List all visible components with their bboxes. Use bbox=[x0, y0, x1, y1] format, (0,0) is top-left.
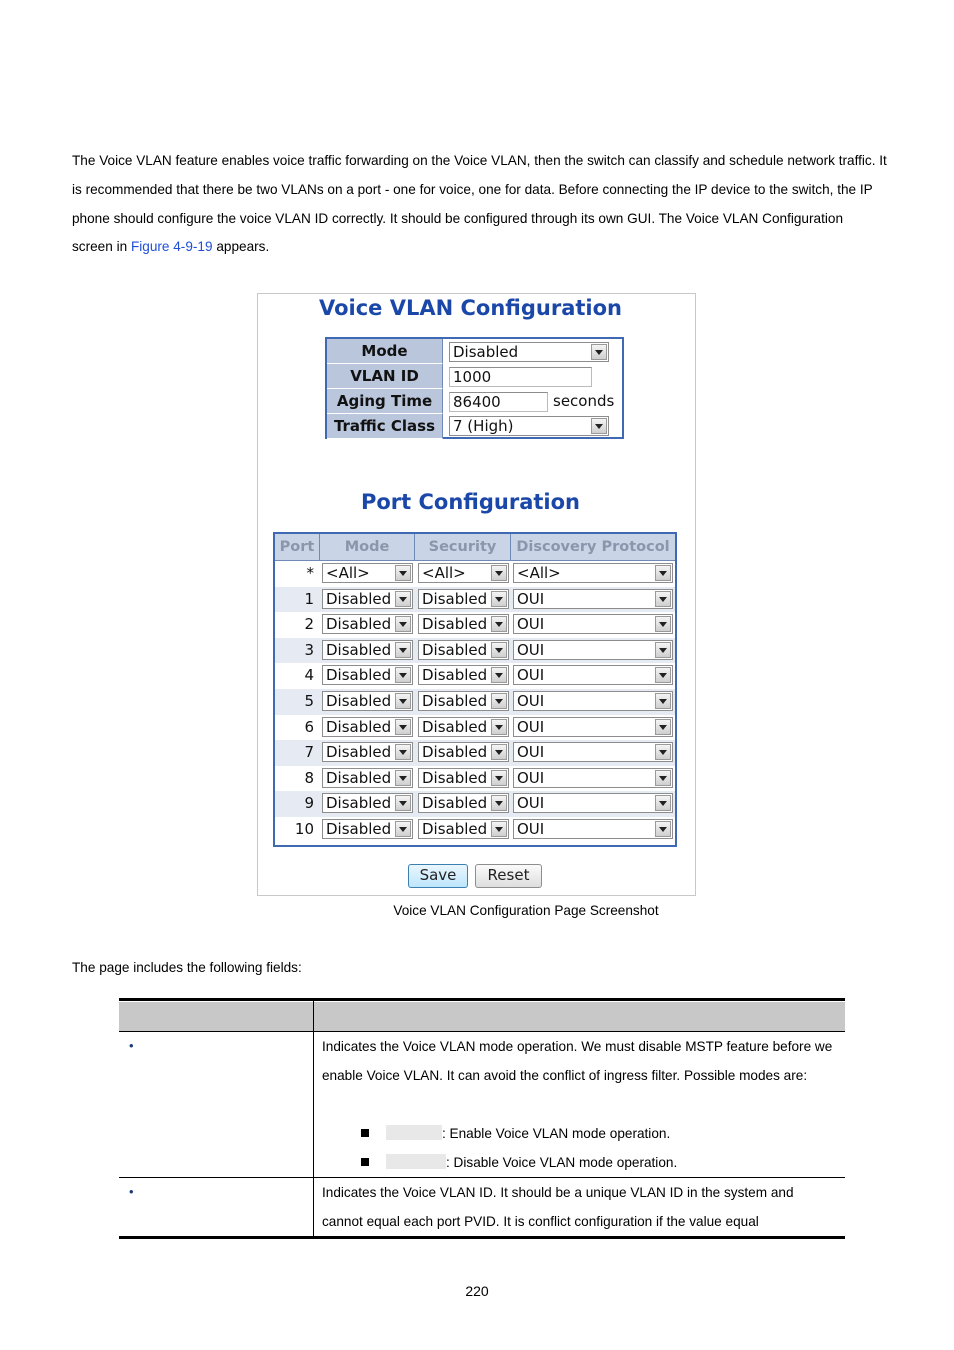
chevron-down-icon bbox=[395, 719, 411, 735]
port-mode-select[interactable] bbox=[322, 640, 413, 660]
table-row bbox=[275, 817, 675, 843]
chevron-down-icon bbox=[491, 591, 507, 607]
chevron-down-icon bbox=[491, 565, 507, 581]
port-number: 7 bbox=[304, 743, 314, 762]
port-mode-select[interactable] bbox=[322, 819, 413, 839]
port-security-select[interactable] bbox=[418, 793, 509, 813]
table-row bbox=[275, 740, 675, 766]
port-mode-select[interactable] bbox=[322, 563, 413, 583]
voice-vlan-table bbox=[325, 337, 624, 439]
port-security-select[interactable] bbox=[418, 691, 509, 711]
port-discovery-select[interactable] bbox=[513, 819, 673, 839]
intro-text: The Voice VLAN feature enables voice traffic forwarding on the Voice VLAN, then the switch can classify and schedule network traffic. It is recommended that there be two VLANs on a port - one for voice, one for data. Before connecting the IP device to the switch, the IP phone should configure the voice VLAN ID correctly. It should be configured through its own GUI. The Voice VLAN Configuration screen in bbox=[72, 153, 887, 255]
chevron-down-icon bbox=[655, 667, 671, 683]
table-bottom-rule bbox=[119, 1236, 845, 1239]
table-row bbox=[275, 766, 675, 792]
port-number: 1 bbox=[304, 589, 314, 608]
mode-label: Mode bbox=[327, 339, 443, 364]
port-mode-select-value: Disabled bbox=[326, 615, 392, 634]
voice-vlan-title: Voice VLAN Configuration bbox=[319, 296, 622, 320]
port-security-select[interactable] bbox=[418, 563, 509, 583]
port-discovery-select-value: OUI bbox=[517, 794, 545, 813]
chevron-down-icon bbox=[395, 616, 411, 632]
port-mode-select[interactable] bbox=[322, 717, 413, 737]
port-security-select-value: Disabled bbox=[422, 794, 488, 813]
chevron-down-icon bbox=[655, 565, 671, 581]
table-row bbox=[275, 689, 675, 715]
table-row bbox=[275, 638, 675, 664]
port-mode-select-value: Disabled bbox=[326, 589, 392, 608]
port-security-select[interactable] bbox=[418, 819, 509, 839]
port-discovery-select-value: OUI bbox=[517, 589, 545, 608]
port-security-select-value: Disabled bbox=[422, 589, 488, 608]
vlan-id-description: Indicates the Voice VLAN ID. It should be a unique VLAN ID in the system and cannot equal each port PVID. It is conflict configuration if the value equal bbox=[322, 1185, 794, 1229]
port-security-select[interactable] bbox=[418, 768, 509, 788]
port-mode-select-value: Disabled bbox=[326, 768, 392, 787]
aging-time-unit: seconds bbox=[553, 392, 615, 410]
port-config-table bbox=[273, 532, 677, 847]
port-mode-select[interactable] bbox=[322, 589, 413, 609]
port-discovery-select-value: OUI bbox=[517, 666, 545, 685]
chevron-down-icon bbox=[395, 565, 411, 581]
port-security-select-value: <All> bbox=[422, 564, 466, 582]
chevron-down-icon bbox=[491, 821, 507, 837]
aging-time-label: Aging Time bbox=[327, 389, 443, 414]
port-mode-select-value: <All> bbox=[326, 564, 370, 582]
save-button[interactable]: Save bbox=[408, 864, 468, 888]
screenshot-frame bbox=[257, 293, 696, 896]
bullet-icon: • bbox=[129, 1038, 134, 1053]
square-bullet-icon bbox=[361, 1158, 369, 1166]
mode-select[interactable] bbox=[449, 342, 609, 362]
port-discovery-select[interactable] bbox=[513, 589, 673, 609]
chevron-down-icon bbox=[591, 344, 607, 360]
mode-select-value: Disabled bbox=[453, 343, 519, 361]
traffic-class-label: Traffic Class bbox=[327, 414, 443, 439]
port-security-select[interactable] bbox=[418, 717, 509, 737]
chevron-down-icon bbox=[491, 744, 507, 760]
port-discovery-select[interactable] bbox=[513, 563, 673, 583]
port-number: 4 bbox=[304, 666, 314, 685]
chevron-down-icon bbox=[395, 591, 411, 607]
port-mode-select-value: Disabled bbox=[326, 794, 392, 813]
port-discovery-select-value: OUI bbox=[517, 640, 545, 659]
port-discovery-select-value: <All> bbox=[517, 564, 561, 582]
port-number: 3 bbox=[304, 640, 314, 659]
port-discovery-select[interactable] bbox=[513, 614, 673, 634]
header-discovery-protocol: Discovery Protocol bbox=[516, 539, 670, 555]
port-security-select-value: Disabled bbox=[422, 666, 488, 685]
chevron-down-icon bbox=[655, 616, 671, 632]
figure-link[interactable]: Figure 4-9-19 bbox=[130, 239, 213, 255]
port-discovery-select[interactable] bbox=[513, 691, 673, 711]
port-discovery-select[interactable] bbox=[513, 793, 673, 813]
port-number: 2 bbox=[304, 615, 314, 634]
port-security-select-value: Disabled bbox=[422, 615, 488, 634]
aging-time-input[interactable]: 86400 bbox=[449, 392, 548, 412]
vlan-id-input[interactable]: 1000 bbox=[449, 367, 592, 387]
port-number: 5 bbox=[304, 692, 314, 710]
port-security-select-value: Disabled bbox=[422, 743, 488, 762]
chevron-down-icon bbox=[491, 795, 507, 811]
port-security-select-value: Disabled bbox=[422, 820, 488, 838]
port-number: * bbox=[306, 564, 314, 582]
mode-disabled-text: : Disable Voice VLAN mode operation. bbox=[446, 1155, 678, 1170]
port-discovery-select-value: OUI bbox=[517, 743, 545, 762]
chevron-down-icon bbox=[655, 821, 671, 837]
bullet-icon: • bbox=[129, 1184, 134, 1199]
port-mode-select-value: Disabled bbox=[326, 692, 392, 710]
chevron-down-icon bbox=[491, 770, 507, 786]
port-security-select-value: Disabled bbox=[422, 717, 488, 736]
port-table-header bbox=[275, 534, 675, 561]
chevron-down-icon bbox=[395, 693, 411, 709]
port-discovery-select-value: OUI bbox=[517, 692, 545, 710]
chevron-down-icon bbox=[395, 795, 411, 811]
table-row bbox=[275, 561, 675, 587]
intro-text-end: appears. bbox=[212, 239, 270, 255]
intro-paragraph bbox=[72, 147, 887, 262]
port-security-select-value: Disabled bbox=[422, 692, 488, 710]
chevron-down-icon bbox=[491, 719, 507, 735]
header-mode: Mode bbox=[320, 534, 415, 560]
port-mode-select[interactable] bbox=[322, 691, 413, 711]
mode-disabled-item bbox=[361, 1148, 677, 1177]
reset-button[interactable]: Reset bbox=[475, 864, 542, 888]
chevron-down-icon bbox=[395, 821, 411, 837]
table-top-rule bbox=[119, 998, 845, 1001]
port-number: 8 bbox=[304, 768, 314, 787]
port-discovery-select[interactable] bbox=[513, 742, 673, 762]
port-security-select[interactable] bbox=[418, 589, 509, 609]
port-mode-select[interactable] bbox=[322, 614, 413, 634]
header-security: Security bbox=[415, 534, 511, 560]
mode-enabled-text: : Enable Voice VLAN mode operation. bbox=[442, 1126, 671, 1141]
port-discovery-select[interactable] bbox=[513, 768, 673, 788]
port-security-select[interactable] bbox=[418, 665, 509, 685]
chevron-down-icon bbox=[591, 418, 607, 434]
port-number: 10 bbox=[294, 820, 314, 838]
chevron-down-icon bbox=[491, 616, 507, 632]
port-number: 6 bbox=[304, 717, 314, 736]
traffic-class-select[interactable] bbox=[449, 416, 609, 436]
port-mode-select[interactable] bbox=[322, 665, 413, 685]
port-security-select[interactable] bbox=[418, 742, 509, 762]
table-row bbox=[275, 663, 675, 689]
port-security-select[interactable] bbox=[418, 614, 509, 634]
page-number: 220 bbox=[465, 1283, 489, 1299]
chevron-down-icon bbox=[395, 642, 411, 658]
chevron-down-icon bbox=[395, 770, 411, 786]
chevron-down-icon bbox=[491, 667, 507, 683]
traffic-class-row bbox=[327, 414, 622, 439]
port-discovery-select-value: OUI bbox=[517, 615, 545, 634]
chevron-down-icon bbox=[655, 693, 671, 709]
redacted-term bbox=[386, 1125, 442, 1140]
chevron-down-icon bbox=[655, 744, 671, 760]
chevron-down-icon bbox=[655, 591, 671, 607]
port-mode-select-value: Disabled bbox=[326, 640, 392, 659]
vlan-id-label: VLAN ID bbox=[327, 364, 443, 389]
chevron-down-icon bbox=[395, 667, 411, 683]
port-discovery-select-value: OUI bbox=[517, 768, 545, 787]
port-security-select[interactable] bbox=[418, 640, 509, 660]
port-mode-select-value: Disabled bbox=[326, 820, 392, 838]
vlan-id-row bbox=[327, 364, 622, 389]
table-row bbox=[275, 715, 675, 741]
table-header-row bbox=[119, 1002, 845, 1031]
chevron-down-icon bbox=[655, 642, 671, 658]
port-security-select-value: Disabled bbox=[422, 768, 488, 787]
traffic-class-value: 7 (High) bbox=[453, 417, 514, 435]
header-port: Port bbox=[275, 534, 320, 560]
mode-enabled-item bbox=[361, 1119, 670, 1148]
mode-row bbox=[327, 339, 622, 364]
port-discovery-select[interactable] bbox=[513, 665, 673, 685]
table-row bbox=[275, 587, 675, 613]
redacted-term bbox=[386, 1154, 446, 1169]
port-number: 9 bbox=[304, 794, 314, 813]
fields-intro: The page includes the following fields: bbox=[72, 960, 302, 975]
port-discovery-select-value: OUI bbox=[517, 717, 545, 736]
chevron-down-icon bbox=[395, 744, 411, 760]
aging-time-row bbox=[327, 389, 622, 414]
chevron-down-icon bbox=[491, 693, 507, 709]
chevron-down-icon bbox=[655, 770, 671, 786]
mode-description: Indicates the Voice VLAN mode operation. We must disable MSTP feature before we enable Voice VLAN. It can avoid the conflict of ingress filter. Possible modes are: bbox=[322, 1039, 833, 1083]
port-mode-select[interactable] bbox=[322, 768, 413, 788]
square-bullet-icon bbox=[361, 1129, 369, 1137]
port-mode-select-value: Disabled bbox=[326, 717, 392, 736]
chevron-down-icon bbox=[491, 642, 507, 658]
figure-caption: Voice VLAN Configuration Page Screenshot bbox=[393, 903, 659, 918]
port-mode-select[interactable] bbox=[322, 742, 413, 762]
chevron-down-icon bbox=[655, 719, 671, 735]
port-mode-select[interactable] bbox=[322, 793, 413, 813]
table-row bbox=[275, 791, 675, 817]
port-mode-select-value: Disabled bbox=[326, 743, 392, 762]
port-discovery-select[interactable] bbox=[513, 640, 673, 660]
port-config-title: Port Configuration bbox=[360, 490, 580, 514]
port-discovery-select[interactable] bbox=[513, 717, 673, 737]
chevron-down-icon bbox=[655, 795, 671, 811]
port-mode-select-value: Disabled bbox=[326, 666, 392, 685]
column-divider bbox=[313, 998, 314, 1238]
port-discovery-select-value: OUI bbox=[517, 820, 545, 838]
table-row bbox=[275, 612, 675, 638]
port-security-select-value: Disabled bbox=[422, 640, 488, 659]
